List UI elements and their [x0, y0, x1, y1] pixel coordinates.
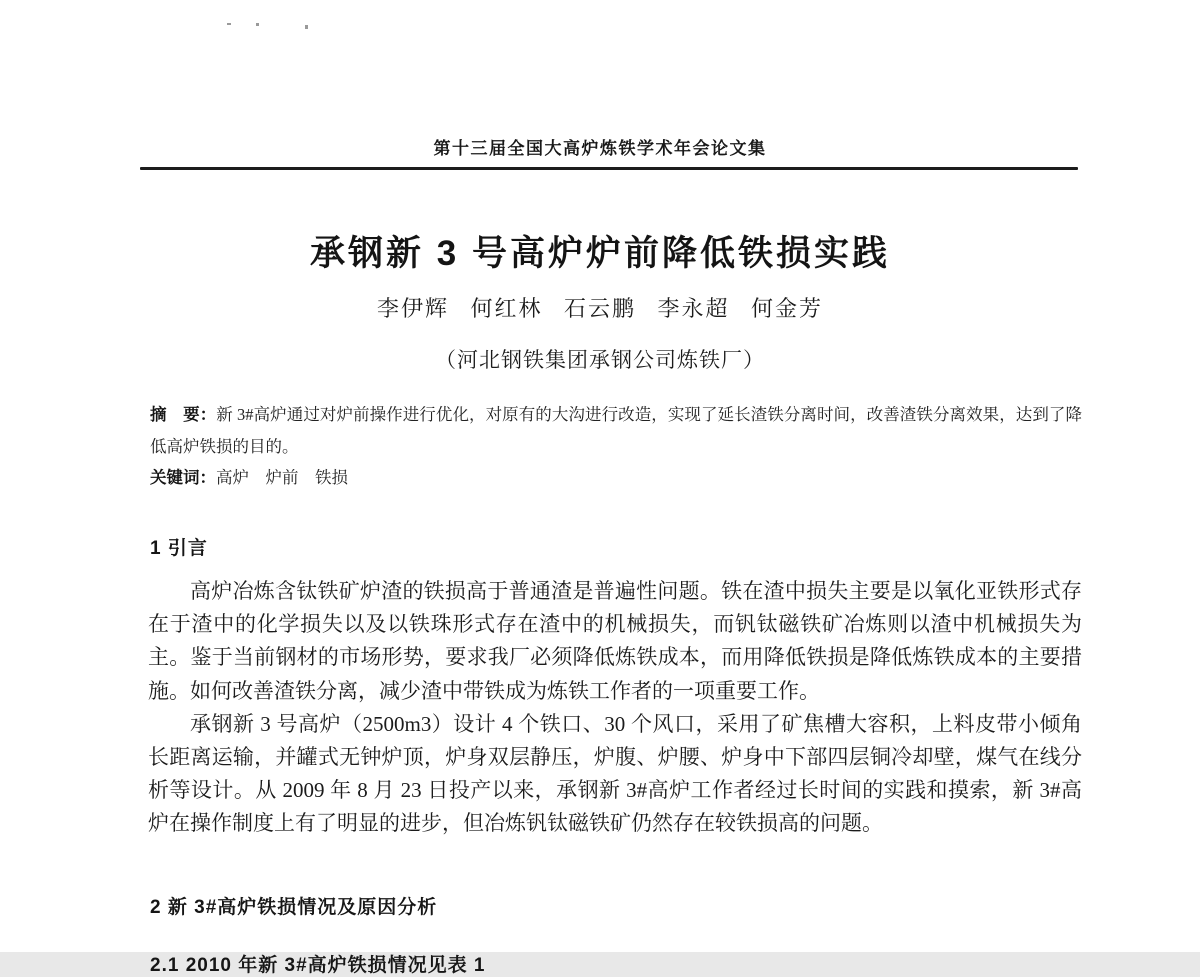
section-2-1-heading: 2.1 2010 年新 3#高炉铁损情况见表 1 [150, 955, 486, 976]
abstract-label: 摘 要： [150, 406, 217, 424]
keywords-line [150, 462, 1082, 494]
scan-speckle [305, 25, 308, 29]
section-2-heading: 2 新 3#高炉铁损情况及原因分析 [150, 896, 438, 918]
paragraph: 高炉冶炼含钛铁矿炉渣的铁损高于普通渣是普遍性问题。铁在渣中损失主要是以氧化亚铁形式存在于渣中的化学损失以及以铁珠形式存在渣中的机械损失，而钒钛磁铁矿冶炼则以渣中机械损失为主。鉴于当前钢材的市场形势，要求我厂必须降低炼铁成本，而用降低铁损是降低炼铁成本的主要措施。如何改善渣铁分离，减少渣中带铁成为炼铁工作者的一项重要工作。 [148, 579, 1082, 703]
affiliation: （河北钢铁集团承钢公司炼铁厂） [435, 348, 765, 372]
abstract-block [150, 399, 1082, 494]
abstract-text: 新 3#高炉通过对炉前操作进行优化，对原有的大沟进行改造，实现了延长渣铁分离时间，改善渣铁分离效果，达到了降低高炉铁损的目的。 [150, 405, 1083, 456]
section-1-heading: 1 引言 [150, 537, 208, 559]
abstract-paragraph [150, 399, 1082, 462]
scan-speckle [227, 23, 231, 25]
section-1-body [148, 575, 1082, 841]
running-header: 第十三届全国大高炉炼铁学术年会论文集 [433, 139, 767, 158]
paragraph: 承钢新 3 号高炉（2500m3）设计 4 个铁口、30 个风口，采用了矿焦槽大容积，上料皮带小倾角长距离运输，并罐式无钟炉顶，炉身双层静压，炉腹、炉腰、炉身中下部四层铜冷却壁，煤气在线分析等设计。从 2009 年 8 月 23 日投产以来，承钢新 3#高炉工作者经过长时间的实践和摸索，新 3#高炉在操作制度上有了明显的进步，但冶炼钒钛磁铁矿仍然存在较铁损高的问题。 [148, 711, 1082, 836]
scan-speckle [256, 23, 259, 26]
keywords-text: 高炉 炉前 铁损 [216, 468, 348, 487]
keywords-label: 关键词： [150, 469, 216, 487]
header-rule [140, 167, 1078, 170]
author-list: 李伊辉 何红林 石云鹏 李永超 何金芳 [376, 296, 823, 321]
paper-title: 承钢新 3 号高炉炉前降低铁损实践 [310, 234, 890, 274]
